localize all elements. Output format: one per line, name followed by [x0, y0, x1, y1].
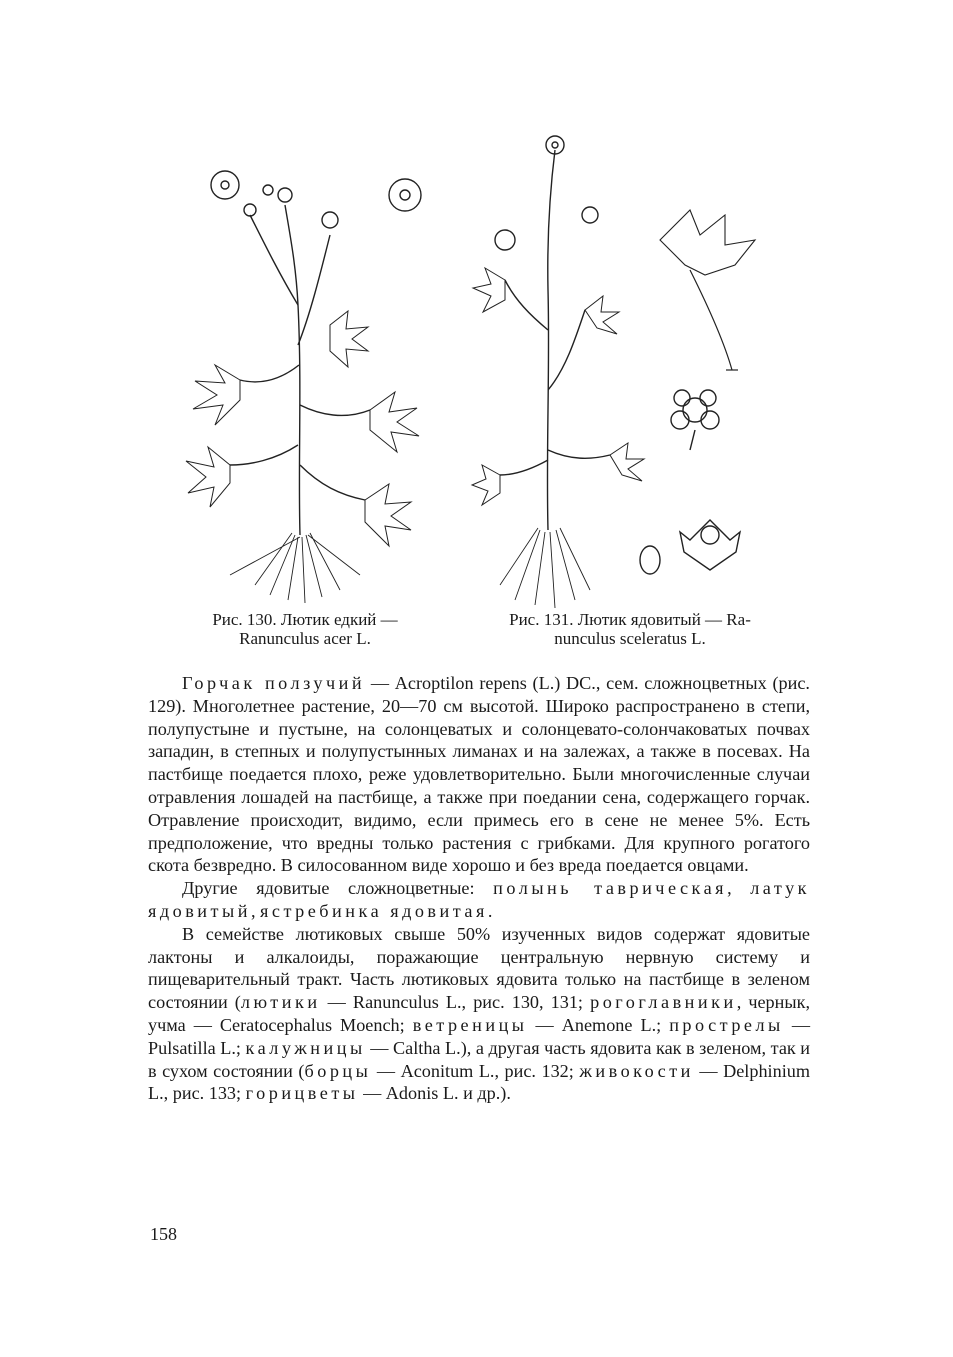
term-polyn: полынь таврическая [493, 878, 728, 899]
paragraph-text: — Aconitum L., рис. 132; [371, 1060, 580, 1081]
paragraph-text: — Pulsatilla L.; [148, 1014, 810, 1058]
paragraph-text: — Ranunculus L., рис. 130, 131; [320, 992, 591, 1013]
page-number: 158 [150, 1224, 177, 1244]
paragraph-text: — Acroptilon repens (L.) DC., сем. сложноцветных (рис. 129). Многолетнее растение, 20—70 см высотой. Широко распространено в степи, полупустыне и пустыне, на солонцеватых и солонцевато-солончаковатых почвах западин, в степных и полупустынных лиманах и на залежах, а также в посевах. На пастбище поедается плохо, реже удовлетворительно. Были многочисленные случаи отравления лошадей на пастбище, а также при поедании сена, содержащего горчак. Отравление происходит, видимо, если примесь его в сене не менее 5%. Есть предположение, что вредны только растения с грибками. Для крупного рогатого скота безвредно. В силосованном виде хорошо и без вреда поедается овцами. [148, 673, 810, 876]
caption-line: Рис. 130. Лютик едкий — [212, 610, 398, 629]
caption-line: nunculus sceleratus L. [554, 629, 706, 648]
term-zhivokosti: живокости [579, 1060, 694, 1081]
separator: , [250, 900, 261, 921]
paragraph-text: — Delphinium L., рис. 133; [148, 1060, 810, 1104]
paragraph-other-composites [148, 877, 810, 923]
figure-130-caption [160, 610, 450, 648]
figures-block [150, 120, 810, 660]
term-yastrebinka: ястребинка ядовитая [260, 900, 488, 921]
figure-130-ranunculus-acer [170, 165, 450, 605]
term-gorchak: Горчак ползучий [182, 673, 366, 693]
caption-line: Ranunculus acer L. [239, 629, 371, 648]
paragraph-text: — Caltha L.), а другая часть ядовита как в зеленом, так и в сухом состоянии ( [148, 1037, 811, 1081]
paragraph-text: Другие ядовитые сложноцветные: [182, 878, 494, 899]
term-prostrely: прострелы [669, 1014, 784, 1035]
term-goritsvety: горицветы [245, 1083, 359, 1104]
term-rogoglavniki: рогоглавники [590, 992, 737, 1013]
term-bortsy: борцы [304, 1060, 372, 1081]
paragraph-acroptilon [148, 672, 810, 877]
figure-131-ranunculus-sceleratus [470, 130, 790, 610]
paragraph-text: , чернык, учма — Ceratocephalus Moench; [148, 992, 810, 1035]
paragraph-text: В семействе лютиковых свыше 50% изученных видов содержат ядовитые лактоны и алкалоиды, поражающие центральную нервную систему и пищеварительный тракт. Часть лютиковых ядовита только на пастбище в зеленом состоянии ( [148, 923, 810, 1013]
figure-131-caption [470, 610, 790, 648]
body-text [148, 672, 810, 1105]
term-lyutiki: лютики [240, 992, 321, 1013]
paragraph-text: — Adonis L. и др.). [358, 1083, 511, 1104]
paragraph-text: — Anemone L.; [527, 1014, 670, 1035]
separator: , [727, 878, 751, 899]
term-latuk: латук ядовитый [148, 878, 811, 921]
term-kaluzhnitsy: калужницы [245, 1037, 366, 1058]
caption-line: Рис. 131. Лютик ядовитый — Ra- [509, 610, 751, 629]
separator: . [487, 900, 493, 921]
paragraph-ranunculaceae [148, 923, 810, 1105]
term-vetrenitsy: ветреницы [412, 1014, 528, 1035]
